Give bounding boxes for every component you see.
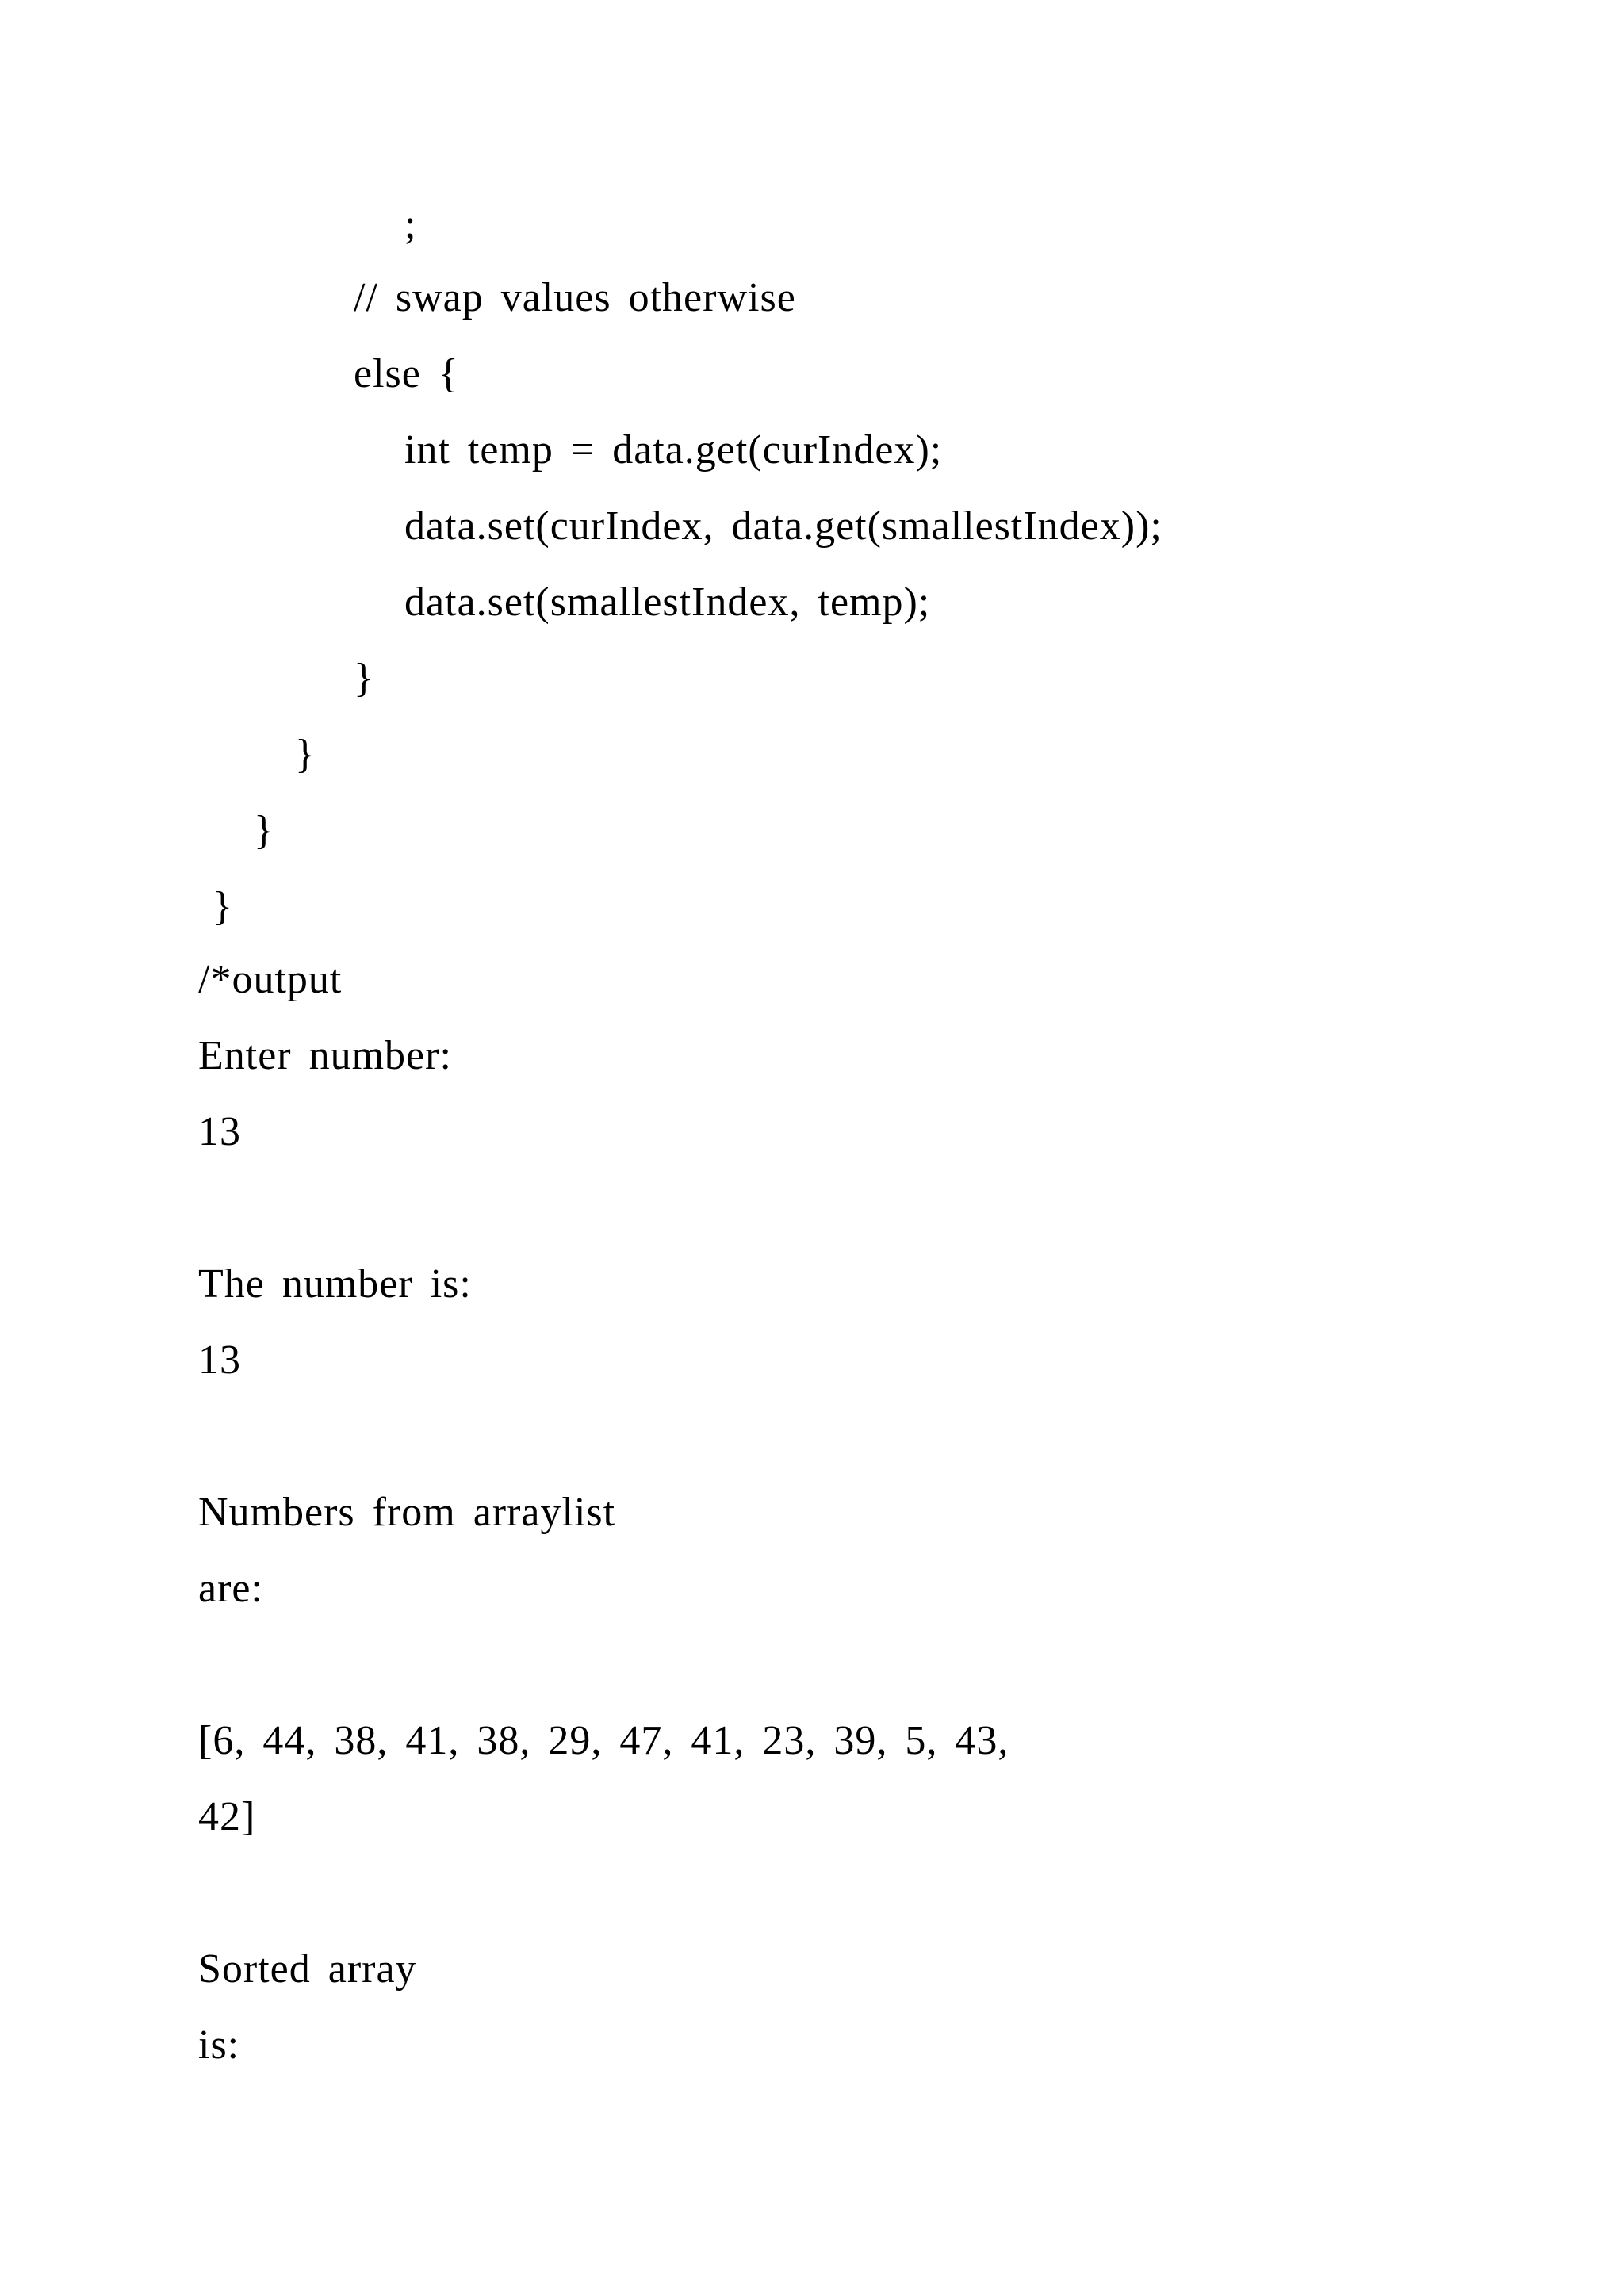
output-number-label: The number is: [198,1261,472,1307]
output-entered-value: 13 [198,1109,241,1154]
code-line-close-else: } [354,656,374,701]
output-arraylist-label: Numbers from arraylist [198,1490,616,1535]
code-line-close-method: } [213,884,233,929]
output-comment-start: /*output [198,957,343,1002]
output-number-value: 13 [198,1337,241,1383]
output-sorted-label-cont: is: [198,2022,240,2068]
code-line-semicolon: ; [404,202,417,247]
code-line-else: else { [354,351,459,396]
code-line-set-cur: data.set(curIndex, data.get(smallestIndex)); [404,503,1162,549]
output-arraylist-label-cont: are: [198,1566,263,1611]
output-enter-prompt: Enter number: [198,1033,452,1078]
output-array-line-2: 42] [198,1794,256,1839]
code-line-temp: int temp = data.get(curIndex); [404,427,943,473]
code-line-comment: // swap values otherwise [354,275,796,320]
code-line-close-for: } [254,808,274,853]
output-array-line-1: [6, 44, 38, 41, 38, 29, 47, 41, 23, 39, 5, 43, [198,1718,1009,1763]
output-sorted-label: Sorted array [198,1946,417,1992]
code-line-close-if: } [295,732,316,777]
code-line-set-smallest: data.set(smallestIndex, temp); [404,580,931,625]
